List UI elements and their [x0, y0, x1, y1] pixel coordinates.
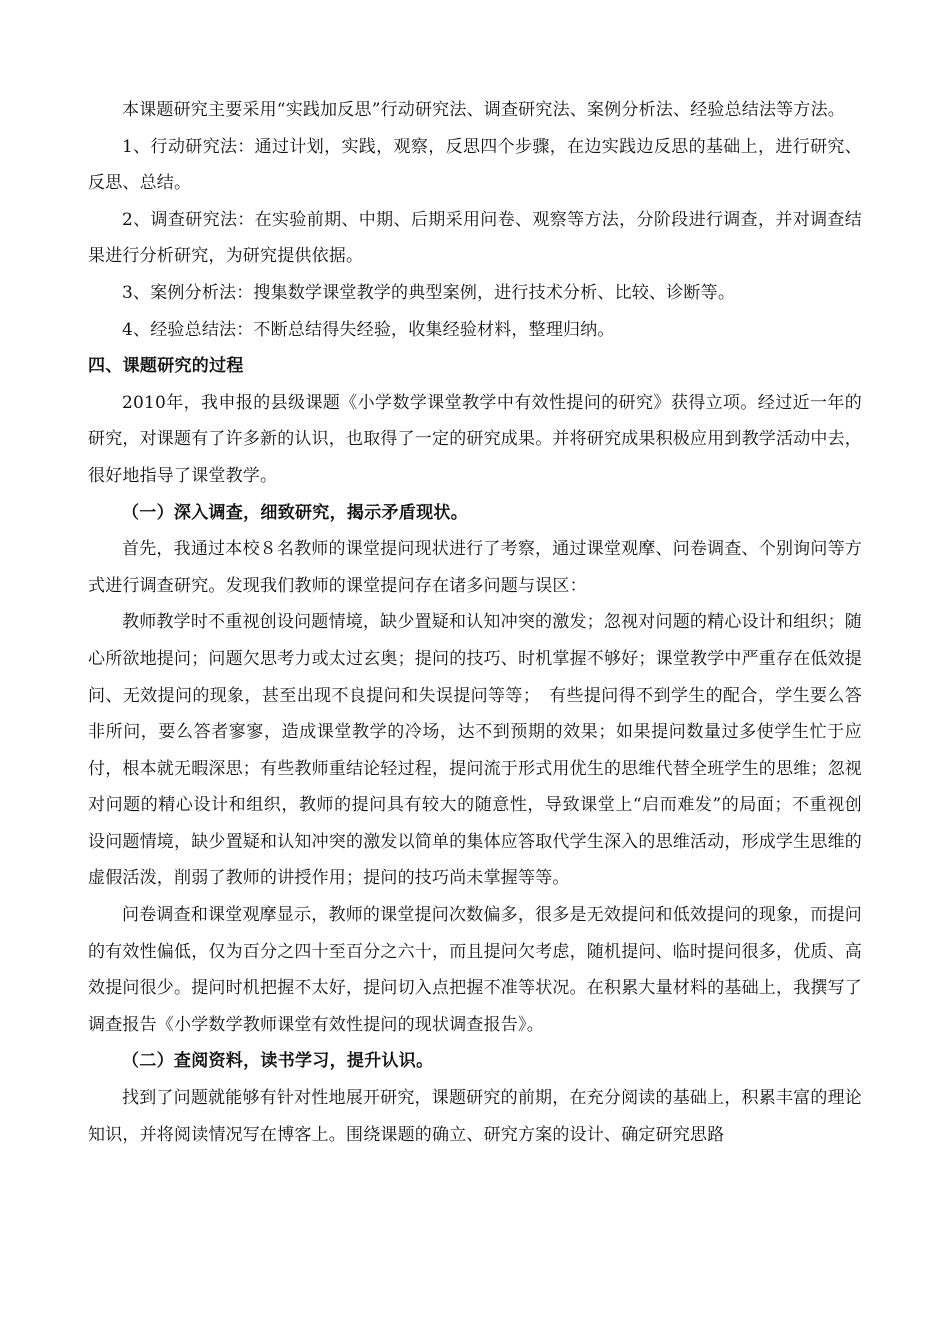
method-experience-summary: 4、经验总结法：不断总结得失经验，收集经验材料，整理归纳。 [122, 319, 615, 340]
process-overview-paragraph: 2010年，我申报的县级课题《小学数学课堂教学中有效性提问的研究》获得立项。经过近一年的研究，对课题有了许多新的认识，也取得了一定的研究成果。并将研究成果积极应用到教学活动中去，很好地指导了课堂教学。 [88, 392, 862, 486]
investigation-paragraph: 首先，我通过本校８名教师的课堂提问现状进行了考察，通过课堂观摩、问卷调查、个别询问等方式进行调查研究。发现我们教师的课堂提问存在诸多问题与误区： [88, 539, 862, 596]
method-action-research: 1、行动研究法：通过计划，实践，观察，反思四个步骤，在边实践边反思的基础上，进行研究、反思、总结。 [88, 136, 862, 194]
problems-paragraph: 教师教学时不重视创设问题情境，缺少置疑和认知冲突的激发；忽视对问题的精心设计和组织；随心所欲地提问；问题欠思考力或太过玄奥；提问的技巧、时机掌握不够好；课堂教学中严重存在低效提问、无效提问的现象，甚至出现不良提问和失误提问等等； 有些提问得不到学生的配合，学生要么答非所问，要么答者寥寥，造成课堂教学的冷场，达不到预期的效果；如果提问数量过多使学生忙于应付，根本就无暇深思；有些教师重结论轻过程，提问流于形式用优生的思维代替全班学生的思维；忽视对问题的精心设计和组织，教师的提问具有较大的随意性，导致课堂上“启而难发”的局面；不重视创设问题情境，缺少置疑和认知冲突的激发以简单的集体应答取代学生深入的思维活动，形成学生思维的虚假活泼，削弱了教师的讲授作用；提问的技巧尚未掌握等等。 [88, 612, 862, 889]
section-heading-research-process: 四、课题研究的过程 [88, 356, 244, 377]
subheading-reading-study: （二）查阅资料，读书学习，提升认识。 [122, 1051, 434, 1072]
subheading-investigation: （一）深入调查，细致研究，揭示矛盾现状。 [122, 502, 468, 523]
method-case-analysis: 3、案例分析法：搜集数学课堂教学的典型案例，进行技术分析、比较、诊断等。 [122, 282, 736, 303]
reading-paragraph: 找到了问题就能够有针对性地展开研究，课题研究的前期，在充分阅读的基础上，积累丰富的理论知识，并将阅读情况写在博客上。围绕课题的确立、研究方案的设计、确定研究思路 [88, 1088, 862, 1145]
intro-paragraph: 本课题研究主要采用“实践加反思”行动研究法、调查研究法、案例分析法、经验总结法等方法。 [122, 100, 845, 120]
survey-results-paragraph: 问卷调查和课堂观摩显示，教师的课堂提问次数偏多，很多是无效提问和低效提问的现象，而提问的有效性偏低，仅为百分之四十至百分之六十，而且提问欠考虑，随机提问、临时提问很多，优质、高效提问很少。提问时机把握不太好，提问切入点把握不准等状况。在积累大量材料的基础上，我撰写了调查报告《小学数学教师课堂有效性提问的现状调查报告》。 [88, 905, 862, 1035]
method-survey-research: 2、调查研究法：在实验前期、中期、后期采用问卷、观察等方法，分阶段进行调查，并对调查结果进行分析研究，为研究提供依据。 [88, 209, 862, 267]
document-page [88, 92, 862, 1153]
